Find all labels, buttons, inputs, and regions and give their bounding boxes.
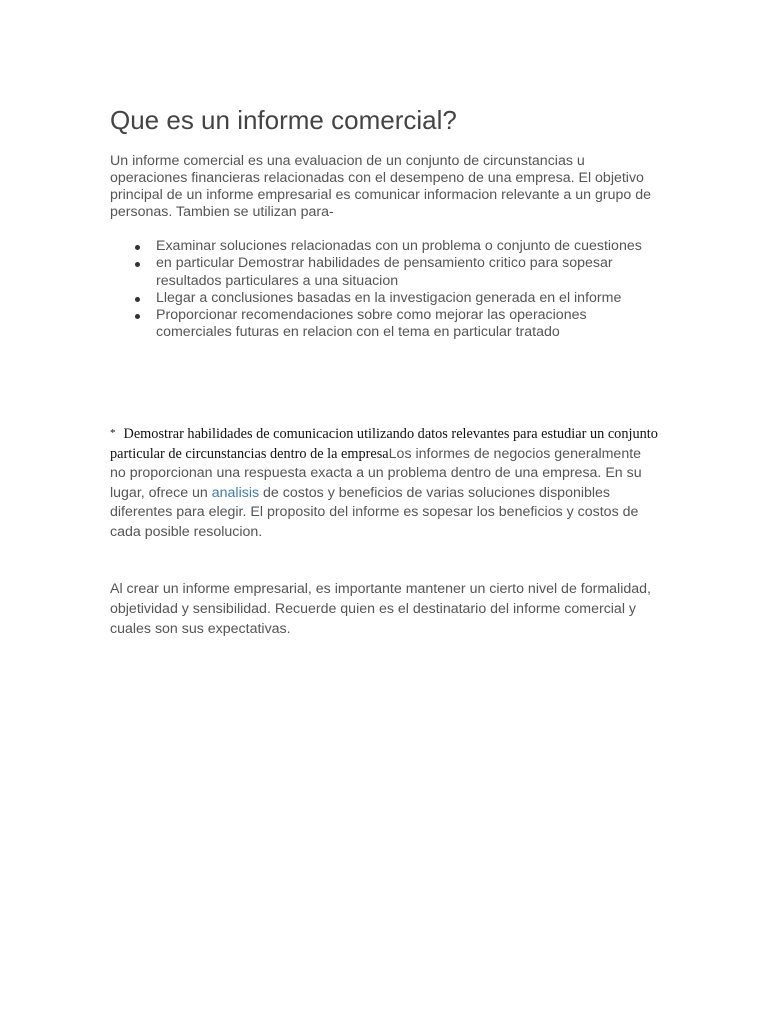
paragraph-text: de costos y beneficios de varias soluciones disponibles diferentes para elegir. El proposito del informe es sopesar los beneficios y costos de cada posible resolucion.: [110, 484, 639, 540]
serif-highlight-text: Demostrar habilidades de comunicacion utilizando datos relevantes para estudiar un conjunto particular de circunstancias dentro de la empresa: [110, 426, 658, 462]
list-item: Llegar a conclusiones basadas en la investigacion generada en el informe: [156, 290, 660, 307]
paragraph-text: Los informes de negocios generalmente no proporcionan una respuesta exacta a un problema dentro de una empresa. En su lugar, ofrece un: [110, 445, 642, 501]
list-item: Examinar soluciones relacionadas con un problema o conjunto de cuestiones: [156, 238, 660, 255]
page-title: Que es un informe comercial?: [110, 105, 457, 135]
intro-paragraph: Un informe comercial es una evaluacion de un conjunto de circunstancias u operaciones financieras relacionadas con el desempeno de una empresa. El objetivo principal de un informe empresarial es comunicar informacion relevante a un grupo de personas. Tambien se utilizan para-: [110, 153, 651, 220]
list-item: en particular Demostrar habilidades de pensamiento critico para sopesar resultados particulares a una situacion: [156, 255, 660, 290]
star-marker: *: [110, 427, 116, 439]
second-paragraph: [110, 424, 660, 542]
analisis-link[interactable]: analisis: [211, 484, 260, 501]
list-item: Proporcionar recomendaciones sobre como mejorar las operaciones comerciales futuras en relacion con el tema en particular tratado: [156, 307, 660, 342]
bullet-list: [110, 238, 660, 342]
third-paragraph: Al crear un informe empresarial, es importante mantener un cierto nivel de formalidad, objetividad y sensibilidad. Recuerde quien es el destinatario del informe comercial y cuales son sus expectativas.: [110, 581, 651, 637]
